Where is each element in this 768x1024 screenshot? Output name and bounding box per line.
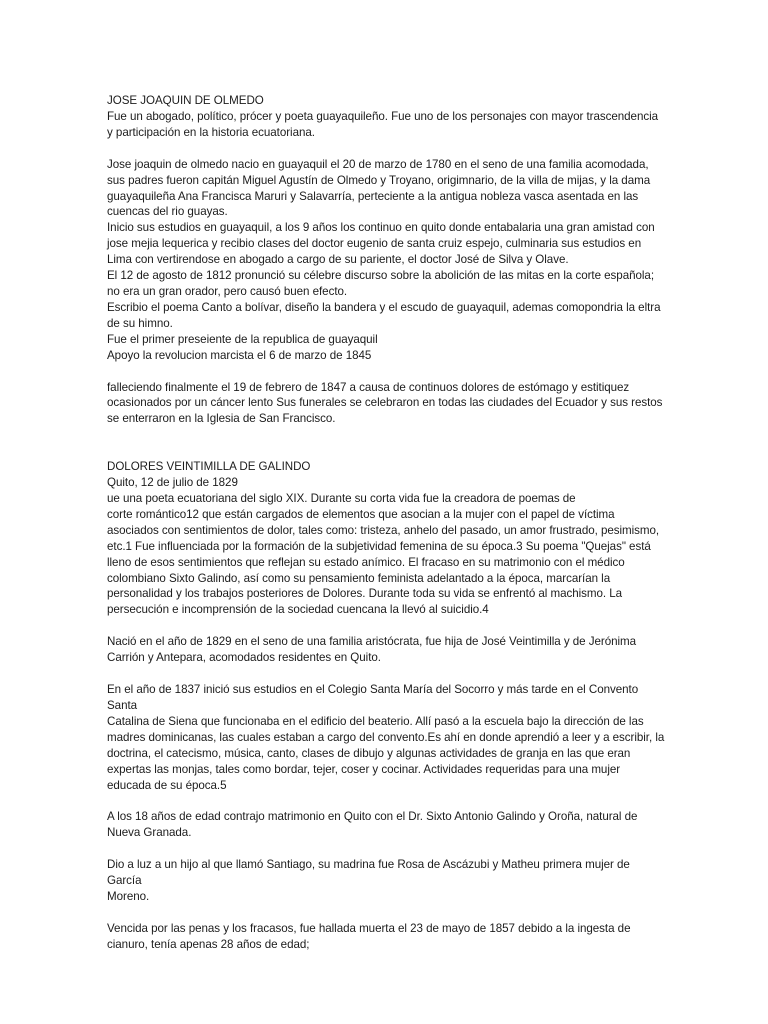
veintimilla-title: DOLORES VEINTIMILLA DE GALINDO xyxy=(107,460,311,474)
veintimilla-son-paragraph: Dio a luz a un hijo al que llamó Santiago, su madrina fue Rosa de Ascázubi y Matheu primera mujer de García Moreno. xyxy=(107,858,630,904)
olmedo-body: Jose joaquin de olmedo nacio en guayaquil el 20 de marzo de 1780 en el seno de una familia acomodada, sus padres fueron capitán Miguel Agustín de Olmedo y Troyano, origimnario, de la villa de mijas, y la dama guayaquileña Ana Francisca Maruri y Salavarría, perteciente a la antigua nobleza vasca asentada en las cuencas del rio guayas. Inicio sus estudios en guayaquil, a los 9 años los continuo en quito donde entabalaria una gran amistad con jose mejia lequerica y recibio clases del doctor eugenio de santa cruiz espejo, culminaria sus estudios en Lima con vertirendose en abogado a cargo de su pariente, el doctor José de Silva y Olave. El 12 de agosto de 1812 pronunció su célebre discurso sobre la abolición de las mitas en la corte española; no era un gran orador, pero causó buen efecto. Escribio el poema Canto a bolívar, diseño la bandera y el escudo de guayaquil, ademas comopondria la eltra de su himno. Fue el primer preseiente de la republica de guayaquil Apoyo la revolucion marcista el 6 de marzo de 1845 xyxy=(107,157,661,362)
spacer xyxy=(107,141,667,157)
section-spacer xyxy=(107,427,667,459)
veintimilla-death-paragraph: Vencida por las penas y los fracasos, fue hallada muerta el 23 de mayo de 1857 debido a la ingesta de cianuro, tenía apenas 28 años de edad; xyxy=(107,921,631,951)
spacer xyxy=(107,364,667,380)
veintimilla-birth-paragraph: Nació en el año de 1829 en el seno de una familia aristócrata, fue hija de José Veintimilla y de Jerónima Carrión y Antepara, acomodados residentes en Quito. xyxy=(107,635,637,665)
olmedo-intro: Fue un abogado, político, prócer y poeta guayaquileño. Fue uno de los personajes con mayor trascendencia y participación en la historia ecuatoriana. xyxy=(107,109,659,139)
olmedo-death: falleciendo finalmente el 19 de febrero de 1847 a causa de continuos dolores de estómago y estitiquez ocasionados por un cáncer lento Sus funerales se celebraron en todas las ciudades del Ecuador y sus restos se enterraron en la Iglesia de San Francisco. xyxy=(107,380,663,426)
spacer xyxy=(107,618,667,634)
veintimilla-studies-paragraph: En el año de 1837 inició sus estudios en el Colegio Santa María del Socorro y más tarde en el Convento Santa Catalina de Siena que funcionaba en el edificio del beaterio. Allí pasó a la escuela bajo la dirección de las madres dominicanas, las cuales estaban a cargo del convento.Es ahí en donde aprendió a leer y a escribir, la doctrina, el catecismo, música, canto, clases de dibujo y algunas actividades de granja en las que eran expertas las monjas, tales como bordar, tejer, coser y cocinar. Actividades requeridas para una mujer educada de su época.5 xyxy=(107,683,665,792)
spacer xyxy=(107,905,667,921)
veintimilla-intro: ue una poeta ecuatoriana del siglo XIX. Durante su corta vida fue la creadora de poemas de corte romántico12 que están cargados de elementos que asocian a la mujer con el papel de víctima asociados con sentimientos de dolor, tales como: tristeza, anhelo del pasado, un amor frustrado, pesimismo, etc.1 Fue influenciada por la formación de la subjetividad femenina de su época.3 Su poema "Quejas" está lleno de esos sentimientos que reflejan su estado anímico. El fracaso en su matrimonio con el médico colombiano Sixto Galindo, así como su pensamiento feminista adelantado a la época, marcarían la personalidad y los trabajos posteriores de Dolores. Durante toda su vida se enfrentó al machismo. La persecución e incomprensión de la sociedad cuencana la llevó al suicidio.4 xyxy=(107,492,660,617)
veintimilla-marriage-paragraph: A los 18 años de edad contrajo matrimonio en Quito con el Dr. Sixto Antonio Galindo y Oroña, natural de Nueva Granada. xyxy=(107,810,638,840)
document-content xyxy=(107,93,667,953)
spacer xyxy=(107,841,667,857)
spacer xyxy=(107,793,667,809)
spacer xyxy=(107,666,667,682)
veintimilla-birth: Quito, 12 de julio de 1829 xyxy=(107,476,238,490)
olmedo-title: JOSE JOAQUIN DE OLMEDO xyxy=(107,94,264,107)
